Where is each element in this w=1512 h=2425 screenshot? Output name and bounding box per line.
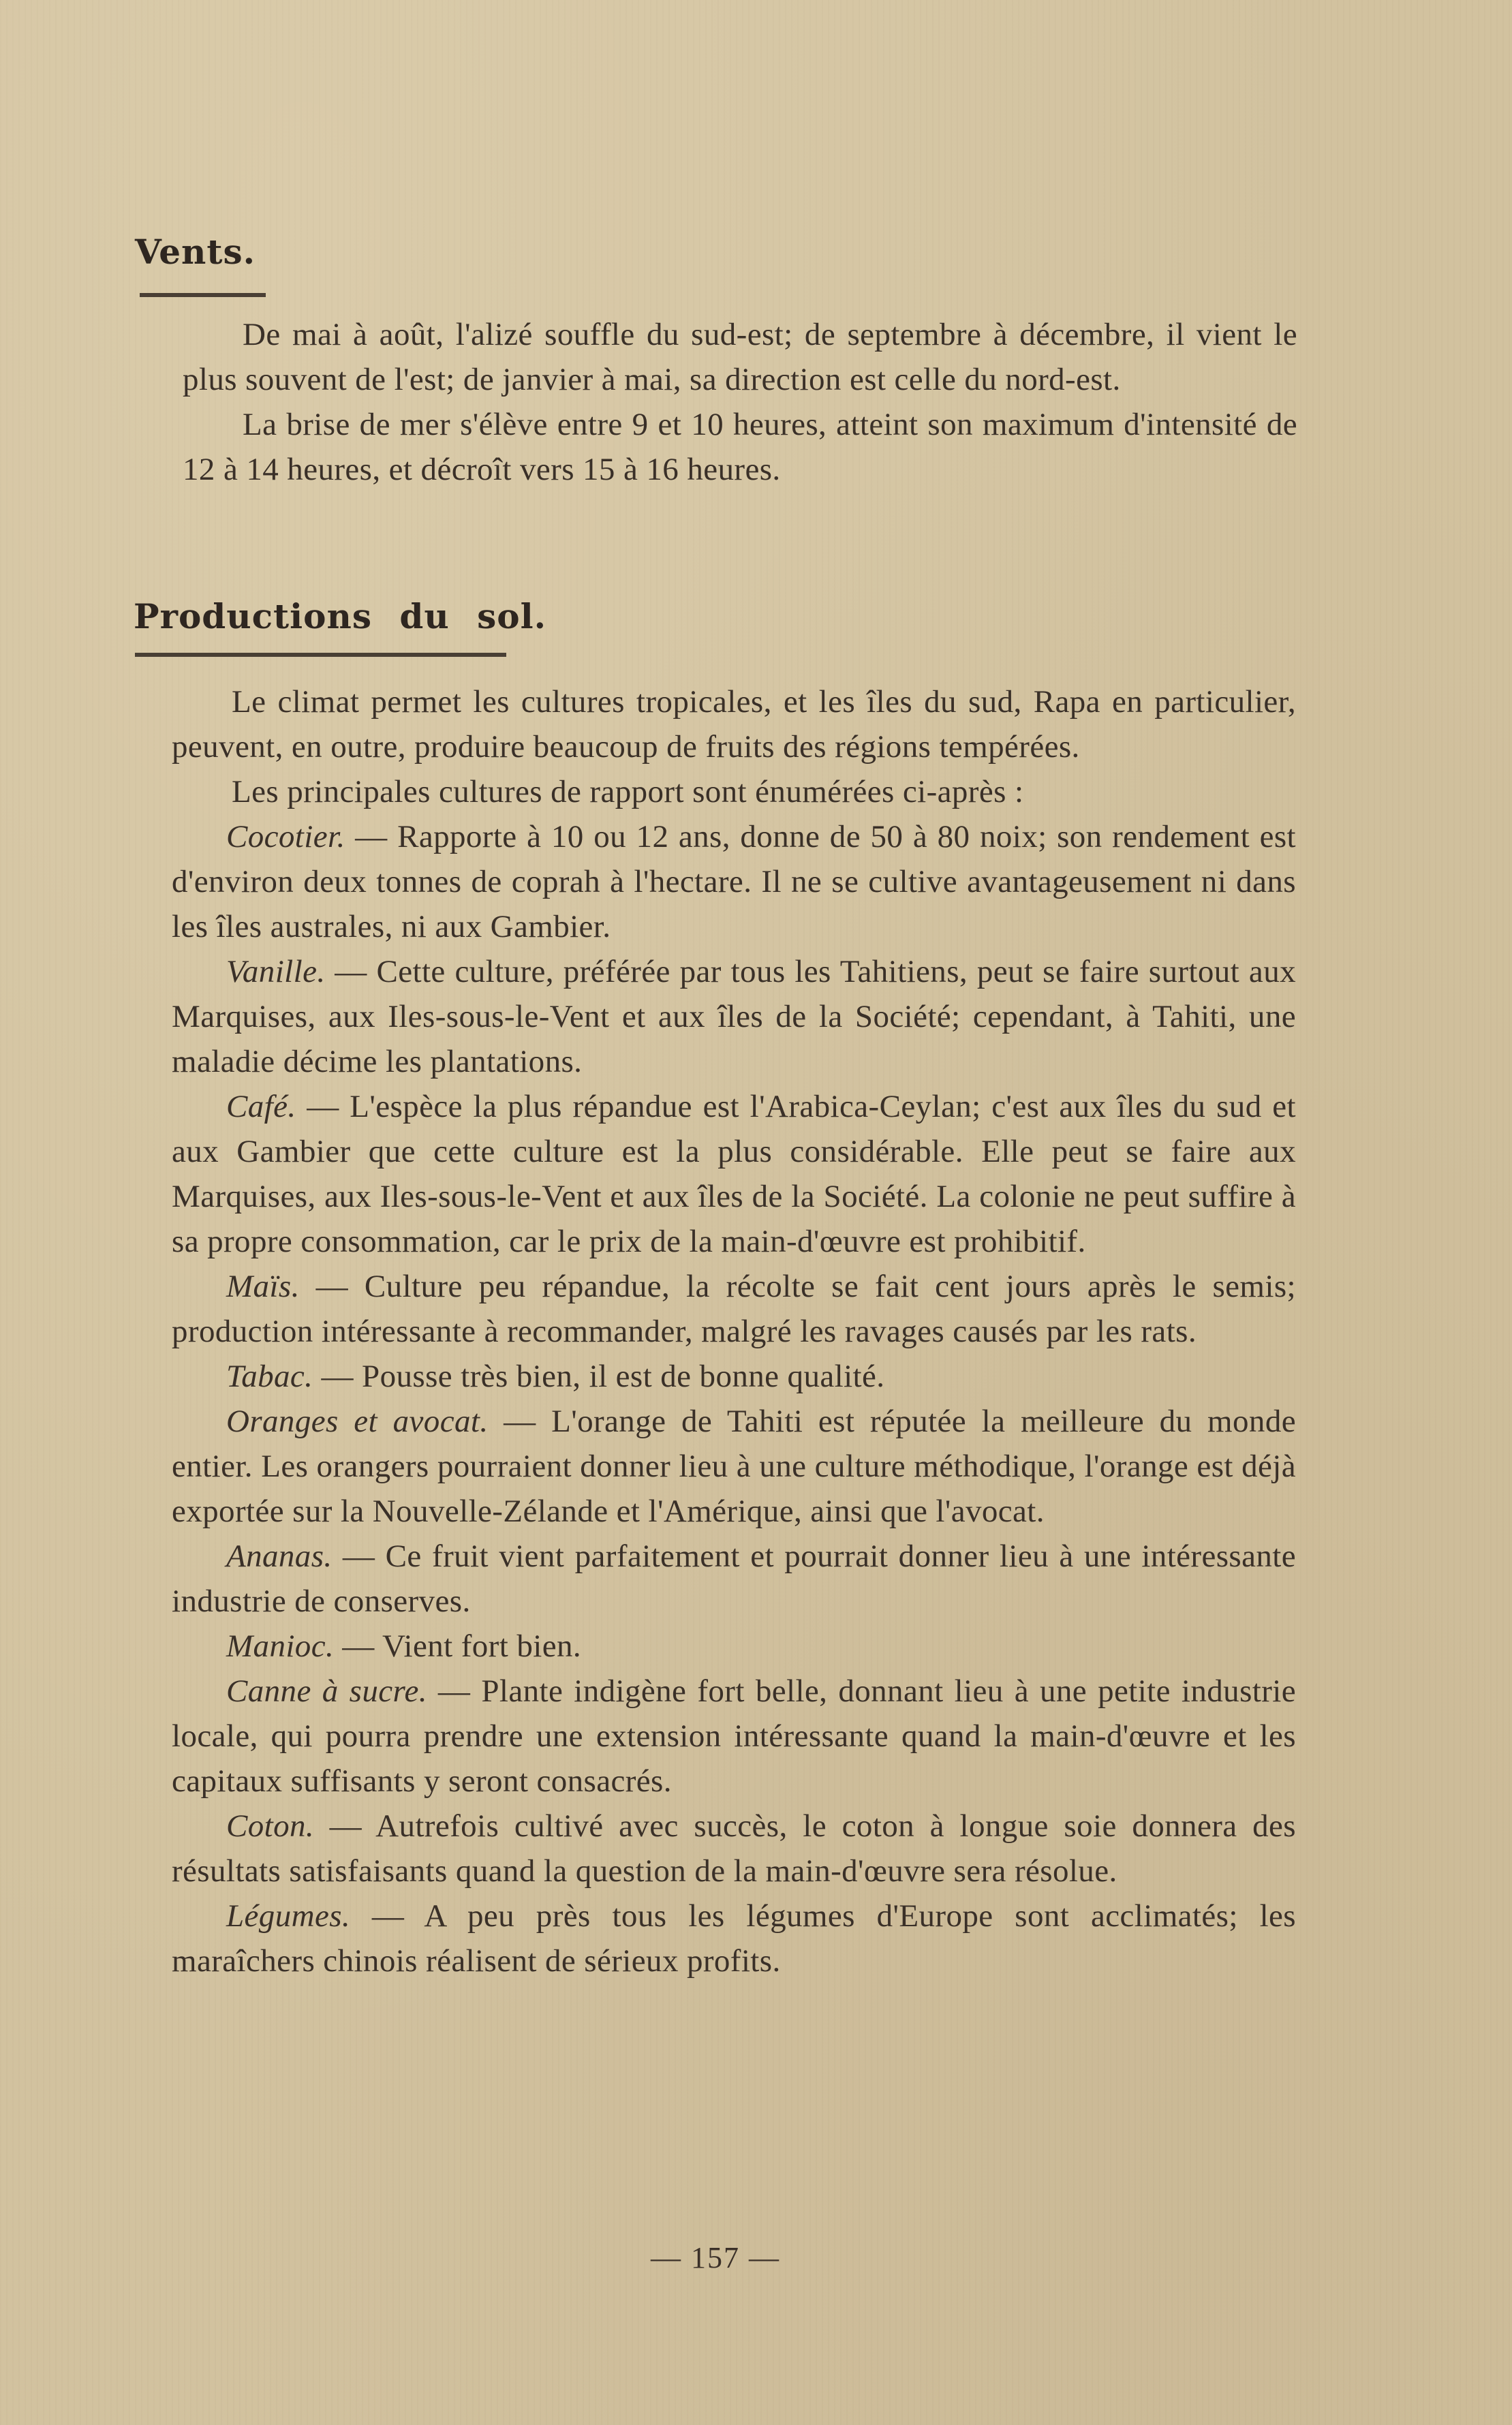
crop-description: — Vient fort bien. bbox=[334, 1628, 582, 1664]
paragraph: De mai à août, l'alizé souffle du sud-est; de septembre à décembre, il vient le plus souvent de l'est; de janvier à mai, sa direction est celle du nord-est. bbox=[183, 317, 1297, 397]
intro-paragraph: Le climat permet les cultures tropicales, et les îles du sud, Rapa en particulier, peuvent, en outre, produire beaucoup de fruits des régions tempérées. bbox=[172, 684, 1296, 764]
crop-name: Maïs. bbox=[226, 1269, 300, 1304]
section-heading-vents: Vents. bbox=[135, 232, 256, 272]
intro-paragraph: Les principales cultures de rapport sont énumérées ci-après : bbox=[232, 774, 1024, 809]
crop-entry-vanille bbox=[172, 949, 1296, 1084]
crop-description: — A peu près tous les légumes d'Europe sont acclimatés; les maraîchers chinois réalisent de sérieux profits. bbox=[172, 1898, 1296, 1979]
crop-name: Café. bbox=[226, 1089, 296, 1124]
crop-description: — Pousse très bien, il est de bonne qualité. bbox=[313, 1359, 885, 1394]
crop-name: Manioc. bbox=[226, 1628, 335, 1664]
crop-entry-cocotier bbox=[172, 814, 1296, 949]
crop-description: — Cette culture, préférée par tous les Tahitiens, peut se faire surtout aux Marquises, aux Iles-sous-le-Vent et aux îles de la Société; cependant, à Tahiti, une maladie décime les plantations. bbox=[172, 954, 1296, 1079]
crop-name: Cocotier. bbox=[226, 819, 345, 854]
crop-description: — Autrefois cultivé avec succès, le coton à longue soie donnera des résultats satisfaisants quand la question de la main-d'œuvre sera résolue. bbox=[172, 1808, 1296, 1889]
crop-entry-cafe bbox=[172, 1084, 1296, 1264]
heading-underline-productions bbox=[135, 653, 506, 657]
crop-name: Oranges et avocat. bbox=[226, 1404, 489, 1439]
page-number: — 157 — bbox=[651, 2241, 780, 2274]
crop-name: Légumes. bbox=[226, 1898, 351, 1934]
crop-name: Vanille. bbox=[226, 954, 326, 989]
section-heading-productions: Productions du sol. bbox=[134, 596, 547, 636]
crop-name: Coton. bbox=[226, 1808, 315, 1844]
crop-description: — Rapporte à 10 ou 12 ans, donne de 50 à 80 noix; son rendement est d'environ deux tonnes de coprah à l'hectare. Il ne se cultive avantageusement ni dans les îles australes, ni aux Gambier. bbox=[172, 819, 1296, 944]
crop-entry-mais bbox=[172, 1264, 1296, 1354]
crop-name: Canne à sucre. bbox=[226, 1673, 427, 1709]
heading-underline-vents bbox=[140, 293, 266, 297]
crop-entry-oranges-avocat bbox=[172, 1399, 1296, 1534]
crop-description: — L'orange de Tahiti est réputée la meilleure du monde entier. Les orangers pourraient donner lieu à une culture méthodique, l'orange est déjà exportée sur la Nouvelle-Zélande et l'Amérique, ainsi que l'avocat. bbox=[172, 1404, 1296, 1529]
crop-entry-tabac bbox=[172, 1354, 1296, 1399]
section-body-vents bbox=[183, 312, 1297, 492]
section-body-productions bbox=[172, 679, 1296, 1983]
crop-description: — Plante indigène fort belle, donnant lieu à une petite industrie locale, qui pourra prendre une extension intéressante quand la main-d'œuvre et les capitaux suffisants y seront consacrés. bbox=[172, 1673, 1296, 1799]
crop-entry-legumes bbox=[172, 1894, 1296, 1983]
crop-description: — Ce fruit vient parfaitement et pourrait donner lieu à une intéressante industrie de conserves. bbox=[172, 1539, 1296, 1619]
crop-entry-coton bbox=[172, 1804, 1296, 1894]
crop-entry-manioc bbox=[172, 1624, 1296, 1669]
crop-name: Tabac. bbox=[226, 1359, 313, 1394]
crop-description: — L'espèce la plus répandue est l'Arabica-Ceylan; c'est aux îles du sud et aux Gambier que cette culture est la plus considérable. Elle peut se faire aux Marquises, aux Iles-sous-le-Vent et aux îles de la Société. La colonie ne peut suffire à sa propre consommation, car le prix de la main-d'œuvre est prohibitif. bbox=[172, 1089, 1296, 1259]
crop-entry-ananas bbox=[172, 1534, 1296, 1624]
crop-description: — Culture peu répandue, la récolte se fait cent jours après le semis; production intéressante à recommander, malgré les ravages causés par les rats. bbox=[172, 1269, 1296, 1349]
crop-name: Ananas. bbox=[226, 1539, 333, 1574]
crop-entry-canne-a-sucre bbox=[172, 1669, 1296, 1804]
paragraph: La brise de mer s'élève entre 9 et 10 heures, atteint son maximum d'intensité de 12 à 14 heures, et décroît vers 15 à 16 heures. bbox=[183, 407, 1297, 487]
